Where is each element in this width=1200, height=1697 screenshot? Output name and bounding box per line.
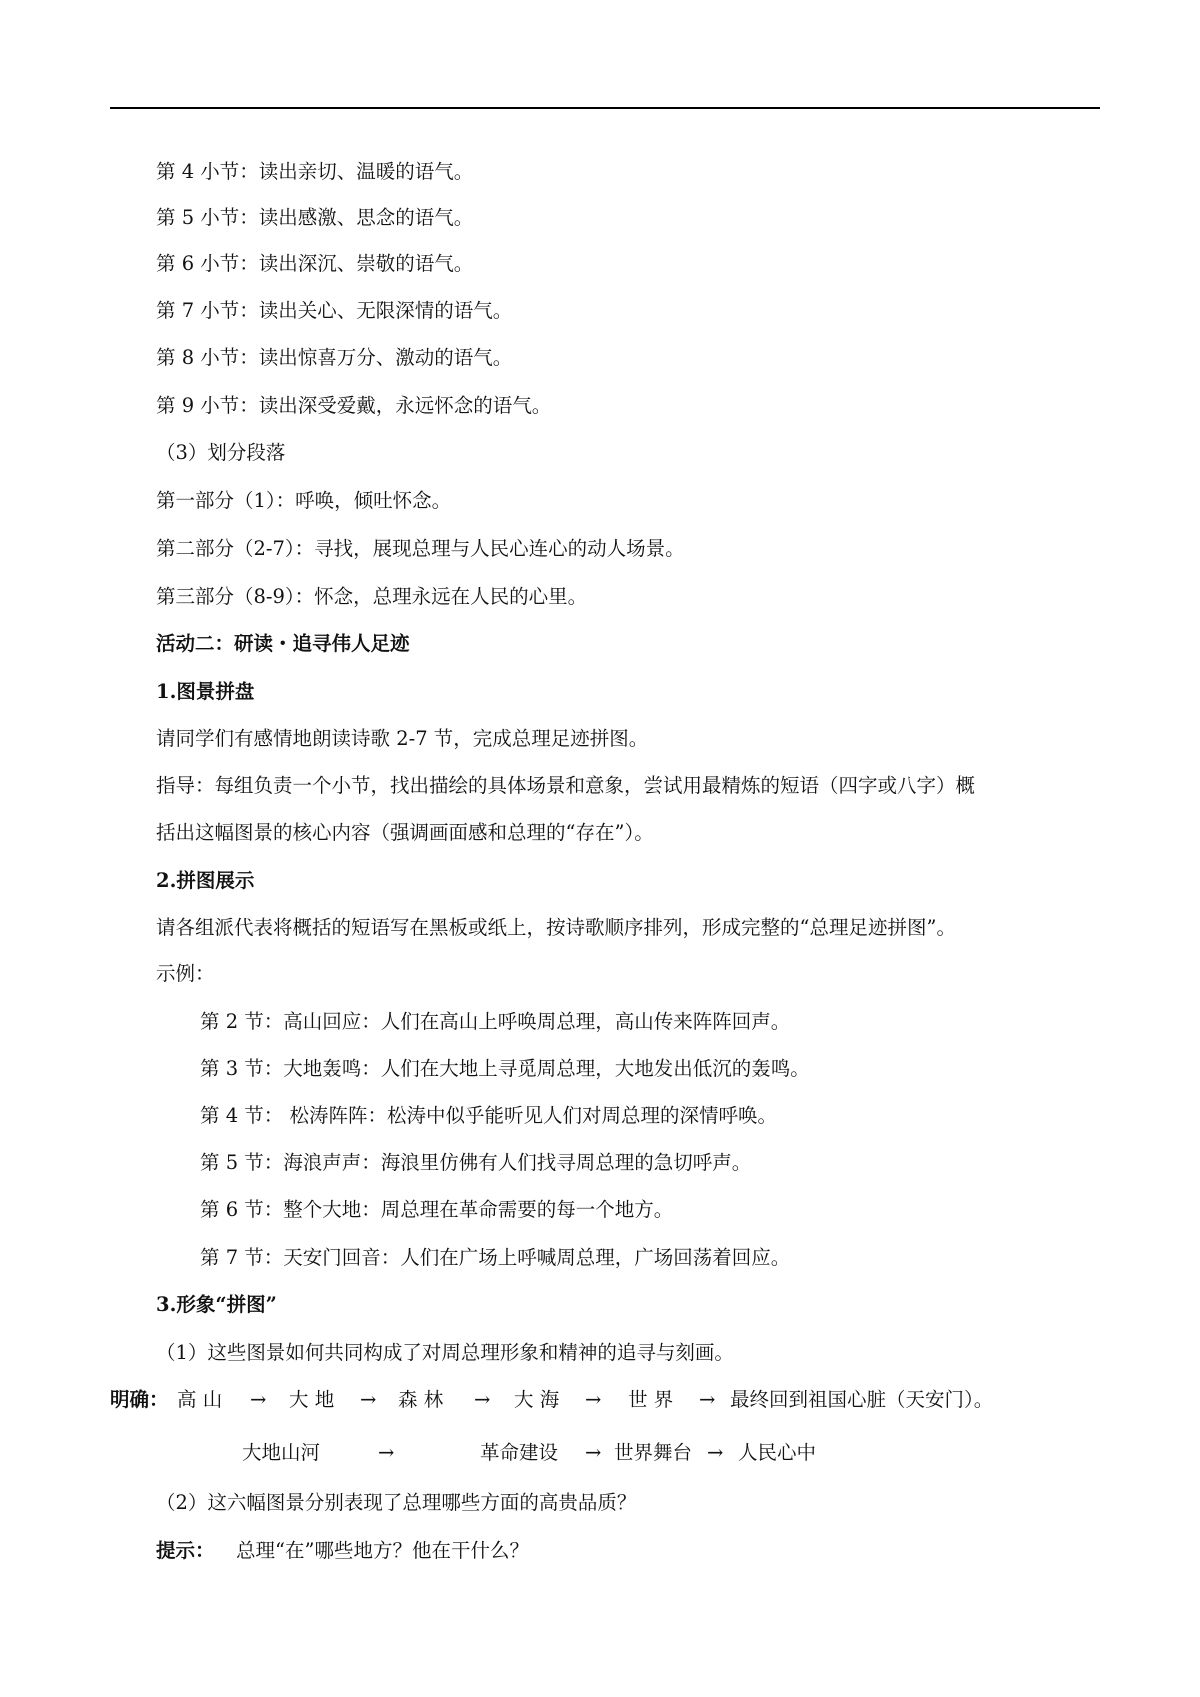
path-stage: 革命建设: [480, 1441, 559, 1464]
subsection-heading: 3.形象“拼图”: [156, 1293, 277, 1316]
right-arrow-icon: →: [474, 1388, 491, 1411]
text-line: 第 7 小节：读出关心、无限深情的语气。: [156, 299, 513, 322]
text-line: 请各组派代表将概括的短语写在黑板或纸上，按诗歌顺序排列，形成完整的“总理足迹拼图”。: [156, 916, 956, 939]
header-rule: [110, 107, 1100, 109]
path-node: 大 地: [289, 1388, 335, 1411]
path-node: 世 界: [628, 1388, 674, 1411]
tip-text: 总理“在”哪些地方？他在干什么？: [236, 1539, 529, 1562]
text-line: 指导：每组负责一个小节，找出描绘的具体场景和意象，尝试用最精炼的短语（四字或八字）概: [156, 774, 976, 797]
path-node: 高 山: [177, 1388, 223, 1411]
example-line: 第 7 节：天安门回音：人们在广场上呼喊周总理，广场回荡着回应。: [200, 1246, 791, 1269]
right-arrow-icon: →: [250, 1388, 267, 1411]
right-arrow-icon: →: [699, 1388, 716, 1411]
clarify-label: 明确：: [110, 1388, 169, 1411]
example-line: 第 3 节：大地轰鸣：人们在大地上寻觅周总理，大地发出低沉的轰鸣。: [200, 1057, 810, 1080]
text-line: （2）这六幅图景分别表现了总理哪些方面的高贵品质？: [156, 1491, 637, 1514]
path-stage: 世界舞台: [614, 1441, 693, 1464]
text-line: 第 5 小节：读出感激、思念的语气。: [156, 206, 474, 229]
path-stage: 人民心中: [738, 1441, 817, 1464]
right-arrow-icon: →: [360, 1388, 377, 1411]
text-line: （1）这些图景如何共同构成了对周总理形象和精神的追寻与刻画。: [156, 1341, 734, 1364]
example-line: 第 6 节：整个大地：周总理在革命需要的每一个地方。: [200, 1198, 674, 1221]
right-arrow-icon: →: [585, 1441, 602, 1464]
subsection-heading: 2.拼图展示: [156, 869, 255, 892]
text-line: 请同学们有感情地朗读诗歌 2-7 节，完成总理足迹拼图。: [156, 727, 649, 750]
path-stage: 大地山河: [242, 1441, 321, 1464]
text-line: 第一部分（1）：呼唤，倾吐怀念。: [156, 489, 452, 512]
text-line: 第 6 小节：读出深沉、崇敬的语气。: [156, 252, 474, 275]
path-node: 最终回到祖国心脏（天安门）。: [730, 1388, 994, 1411]
path-node: 森 林: [398, 1388, 444, 1411]
subsection-heading: 1.图景拼盘: [156, 680, 255, 703]
text-line: （3）划分段落: [156, 441, 286, 464]
text-line: 示例：: [156, 962, 215, 985]
right-arrow-icon: →: [378, 1441, 395, 1464]
text-line: 第二部分（2-7）：寻找，展现总理与人民心连心的动人场景。: [156, 537, 685, 560]
example-line: 第 5 节：海浪声声：海浪里仿佛有人们找寻周总理的急切呼声。: [200, 1151, 752, 1174]
right-arrow-icon: →: [707, 1441, 724, 1464]
tip-label: 提示：: [156, 1539, 215, 1562]
section-heading: 活动二：研读・追寻伟人足迹: [156, 632, 410, 655]
text-line: 第 4 小节：读出亲切、温暖的语气。: [156, 160, 474, 183]
example-line: 第 2 节：高山回应：人们在高山上呼唤周总理，高山传来阵阵回声。: [200, 1010, 791, 1033]
text-line: 第三部分（8-9）：怀念，总理永远在人民的心里。: [156, 585, 588, 608]
text-line: 括出这幅图景的核心内容（强调画面感和总理的“存在”）。: [156, 821, 654, 844]
example-line: 第 4 节： 松涛阵阵：松涛中似乎能听见人们对周总理的深情呼唤。: [200, 1104, 778, 1127]
text-line: 第 9 小节：读出深受爱戴，永远怀念的语气。: [156, 394, 552, 417]
path-node: 大 海: [514, 1388, 560, 1411]
right-arrow-icon: →: [585, 1388, 602, 1411]
text-line: 第 8 小节：读出惊喜万分、激动的语气。: [156, 346, 513, 369]
